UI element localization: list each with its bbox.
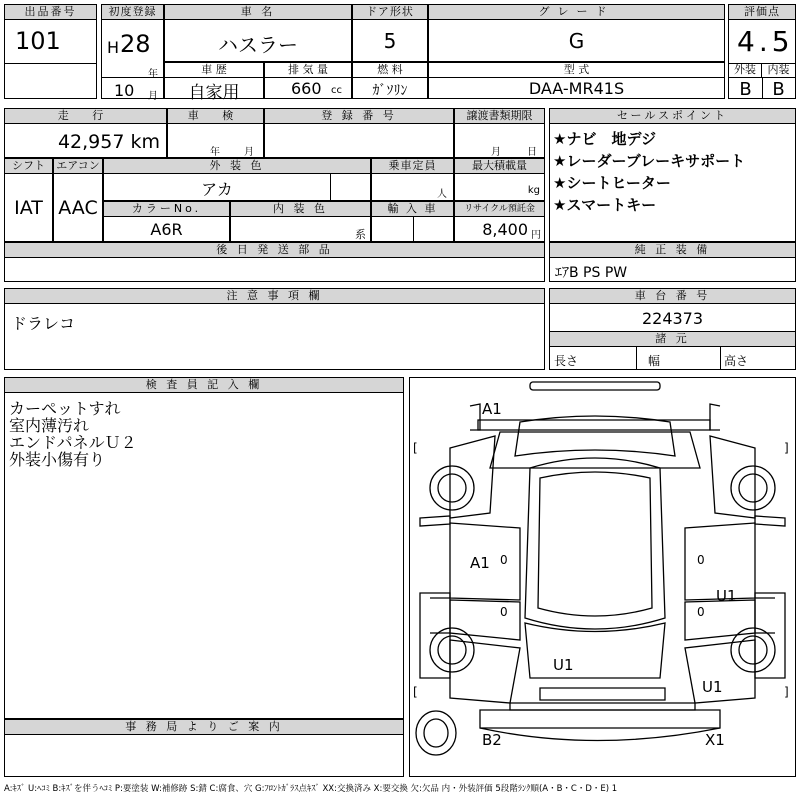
transfer-box (454, 108, 545, 158)
grade-label: グレード (429, 5, 724, 20)
model: DAA-MR41S (528, 79, 625, 98)
specs-label: 諸 元 (550, 331, 795, 347)
score: 4.5 (737, 25, 794, 58)
exterior-grade: B (739, 79, 752, 100)
interior-label: 内装 (762, 63, 795, 78)
lot-number-label: 出品番号 (5, 5, 96, 20)
shift: IAT (14, 197, 43, 219)
bracket-left: [ (413, 441, 418, 455)
mark-right-door: U1 (716, 587, 737, 605)
car-diagram-box (409, 377, 796, 777)
later-parts-box (4, 242, 545, 282)
max-load-box (454, 158, 545, 201)
sales-point-item: ★シートヒーター (553, 174, 671, 192)
capacity-unit: 人 (437, 189, 447, 200)
score-box (728, 4, 796, 99)
zero-mark: 0 (500, 605, 508, 619)
fuel: ｶﾞｿﾘﾝ (372, 83, 408, 99)
color-number-label: カラーNo. (104, 202, 229, 217)
mark-rear-right: X1 (705, 731, 725, 749)
lot-number-box (4, 4, 97, 99)
door-box (352, 4, 428, 62)
later-parts-label: 後 日 発 送 部 品 (5, 243, 544, 258)
month-unit: 月 (148, 91, 158, 102)
capacity-label: 乗車定員 (372, 159, 453, 174)
history-label: 車 歴 (165, 63, 263, 78)
lot-number: 101 (15, 27, 61, 55)
mileage-box (4, 108, 167, 158)
width-label: 幅 (648, 354, 661, 368)
inspector-note: 室内薄汚れ (9, 416, 90, 435)
registration-month: 10 (114, 81, 135, 100)
equipment: ｴｱB PS PW (555, 265, 628, 281)
mark-right-rear-fender: U1 (702, 678, 723, 696)
legend: A:ｷｽﾞ U:ﾍｺﾐ B:ｷｽﾞを伴うﾍｺﾐ P:要塗装 W:補修跡 S:錆 C:腐食、穴 G:ﾌﾛﾝﾄｶﾞﾗｽ点ｷｽﾞ XX:交換済み X:要交換 欠:欠品 内・外装評価 5段階ﾗﾝｸ順(A・B・C・D・E) 1 (4, 784, 618, 794)
model-label: 型 式 (429, 63, 724, 78)
ac: AAC (58, 197, 98, 219)
recycle-unit: 円 (531, 230, 541, 241)
fuel-label: 燃 料 (353, 63, 427, 78)
max-load-unit: kg (527, 185, 540, 196)
year-unit: 年 (148, 69, 158, 80)
length-label: 長さ (554, 354, 579, 368)
sales-points-box (549, 108, 796, 242)
transfer-label: 譲渡書類期限 (455, 109, 544, 124)
ac-box (53, 158, 103, 242)
color-label: 外 装 色 (104, 159, 370, 174)
registration-number-box (264, 108, 454, 158)
inspection-label: 車 検 (168, 109, 263, 124)
interior-color-label: 内 装 色 (231, 202, 370, 217)
import-label: 輸 入 車 (372, 202, 453, 217)
mark-rear-left: B2 (482, 731, 502, 749)
car-name: ハスラー (218, 33, 298, 57)
zero-mark: 0 (697, 553, 705, 567)
inspection-year-unit: 年 (210, 147, 220, 158)
mark-rear-center: U1 (553, 656, 574, 674)
car-name-box (164, 4, 352, 62)
interior-color-box (230, 201, 371, 242)
chassis-number: 224373 (641, 309, 704, 328)
sales-point-item: ★ナビ 地デジ (553, 130, 657, 148)
transfer-day-unit: 日 (527, 147, 537, 158)
shift-box (4, 158, 53, 242)
displacement: 660 (291, 79, 322, 98)
mark-front-bumper: A1 (482, 400, 502, 418)
car-diagram (410, 378, 795, 776)
interior-grade: B (772, 79, 785, 100)
equipment-label: 純 正 装 備 (550, 243, 795, 258)
ac-label: エアコン (54, 159, 102, 174)
sales-point-item: ★スマートキー (553, 196, 657, 214)
height-label: 高さ (724, 354, 749, 368)
inspector-note: 外装小傷有り (9, 450, 106, 469)
sales-points-label: セールスポイント (550, 109, 795, 124)
era: H (107, 38, 120, 57)
chassis-label: 車 台 番 号 (550, 289, 795, 304)
capacity-box (371, 158, 454, 201)
fuel-box (352, 62, 428, 99)
inspector-note: エンドパネルＵ２ (9, 433, 137, 452)
notes-label: 注 意 事 項 欄 (5, 289, 544, 304)
door-label: ドア形状 (353, 5, 427, 20)
first-registration-label: 初度登録 (102, 5, 163, 20)
car-name-label: 車 名 (165, 5, 351, 20)
chassis-box (549, 288, 796, 370)
shift-label: シフト (5, 159, 52, 174)
history: 自家用 (188, 83, 240, 103)
displacement-box (264, 62, 352, 99)
inspector-note: カーペットすれ (9, 399, 121, 418)
color-number: A6R (150, 220, 183, 239)
history-box (164, 62, 264, 103)
mark-left-door: A1 (470, 554, 490, 572)
recycle-label: リサイクル預託金 (455, 202, 544, 217)
grade: G (568, 29, 585, 53)
displacement-unit: cc (331, 85, 342, 96)
inspector-box (4, 377, 404, 719)
color-number-box (103, 201, 230, 242)
first-registration-box (101, 4, 164, 102)
registration-number-label: 登 録 番 号 (265, 109, 453, 124)
registration-year: 28 (120, 30, 151, 58)
color: アカ (201, 180, 233, 199)
transfer-month-unit: 月 (491, 147, 501, 158)
office-label: 事 務 局 よ り ご 案 内 (5, 720, 403, 735)
import-box (371, 201, 454, 242)
notes-box (4, 288, 545, 370)
recycle-amount: 8,400 (482, 220, 528, 239)
notes: ドラレコ (11, 314, 76, 333)
inspection-box (167, 108, 264, 158)
mileage-label: 走 行 (5, 109, 166, 124)
mileage: 42,957 km (57, 131, 160, 153)
bracket-left-rear: [ (413, 685, 418, 699)
office-box (4, 719, 404, 777)
bracket-right: ] (784, 441, 789, 455)
zero-mark: 0 (500, 553, 508, 567)
inspector-label: 検 査 員 記 入 欄 (5, 378, 403, 393)
door-count: 5 (383, 29, 397, 53)
color-box (103, 158, 371, 201)
grade-box (428, 4, 725, 62)
sales-point-item: ★レーダーブレーキサポート (553, 152, 746, 170)
score-label: 評価点 (729, 5, 795, 20)
max-load-label: 最大積載量 (455, 159, 544, 174)
recycle-box (454, 201, 545, 242)
equipment-box (549, 242, 796, 282)
exterior-label: 外装 (729, 63, 762, 78)
interior-color-unit: 系 (355, 228, 366, 241)
bracket-right-rear: ] (784, 685, 789, 699)
model-box (428, 62, 725, 99)
zero-mark: 0 (697, 605, 705, 619)
inspection-month-unit: 月 (244, 147, 254, 158)
displacement-label: 排 気 量 (265, 63, 351, 78)
